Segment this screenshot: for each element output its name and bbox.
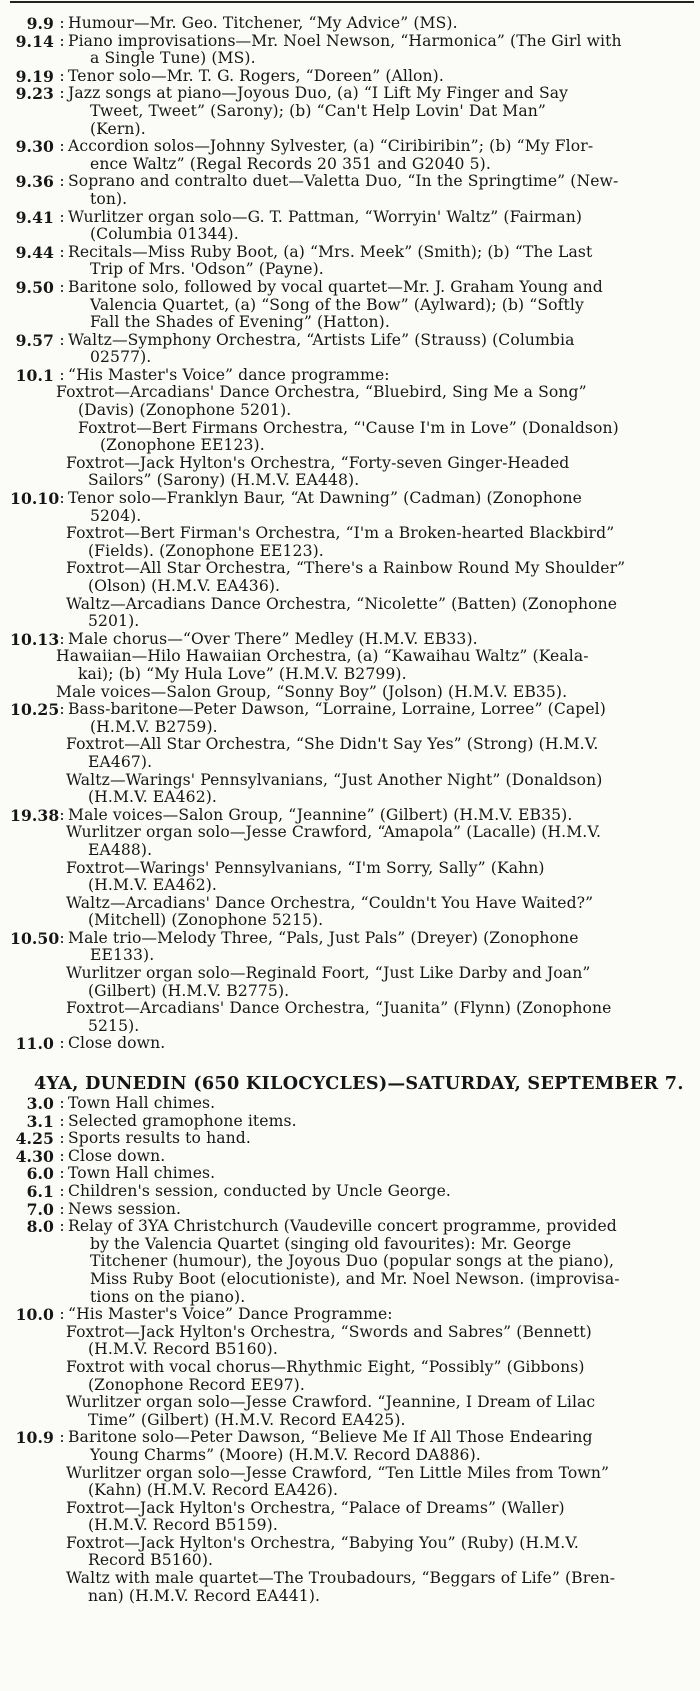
entry-text	[66, 824, 692, 859]
programme-entry	[66, 736, 692, 771]
time-separator: :	[59, 1199, 65, 1218]
entry-text	[68, 332, 692, 367]
entry-text	[66, 1535, 692, 1570]
entry-line: kai); (b) “My Hula Love” (H.M.V. B2799).	[78, 664, 407, 683]
entry-line: “His Master's Voice” Dance Programme:	[68, 1305, 393, 1324]
entry-line: Wurlitzer organ solo—Reginald Foort, “Just Like Darby and Joan”	[66, 964, 591, 983]
programme-entry	[10, 1035, 692, 1053]
entry-text	[68, 279, 692, 332]
entry-time: 7.0	[26, 1199, 54, 1219]
time-separator: :	[59, 1111, 65, 1130]
entry-line: (H.M.V. EA462).	[88, 876, 217, 895]
programme-entry	[66, 1394, 692, 1429]
entry-time: 9.23	[15, 84, 54, 104]
entry-text	[68, 244, 692, 279]
entry-time: 8.0	[26, 1217, 54, 1237]
programme-entry	[66, 525, 692, 560]
programme-entry	[66, 1570, 692, 1605]
entry-text	[66, 1570, 692, 1605]
entry-line: (Columbia 01344).	[90, 225, 239, 244]
entry-line: Children's session, conducted by Uncle George.	[68, 1182, 451, 1200]
entry-line: Record B5160).	[88, 1551, 214, 1570]
time-separator: :	[59, 277, 65, 296]
entry-line: Close down.	[68, 1146, 166, 1165]
entry-text	[68, 1218, 692, 1306]
entry-line: Foxtrot—Arcadians' Dance Orchestra, “Bluebird, Sing Me a Song”	[56, 383, 587, 402]
entry-text	[68, 807, 692, 825]
entry-line: Close down.	[68, 1034, 166, 1053]
entry-line: nan) (H.M.V. Record EA441).	[88, 1586, 321, 1605]
time-separator: :	[59, 928, 65, 947]
entry-text	[66, 1465, 692, 1500]
entry-line: (Zonophone Record EE97).	[88, 1375, 305, 1394]
entry-time: 4.30	[15, 1146, 54, 1166]
entry-text	[68, 1306, 692, 1324]
time-separator: :	[59, 1305, 65, 1324]
entry-time: 9.41	[15, 207, 54, 227]
programme-listing	[10, 15, 692, 1605]
entry-text	[68, 631, 692, 649]
programme-entry	[66, 1465, 692, 1500]
programme-entry	[10, 631, 692, 649]
entry-time: 9.50	[15, 277, 54, 297]
programme-entry	[10, 1429, 692, 1464]
entry-line: Foxtrot with vocal chorus—Rhythmic Eight, “Possibly” (Gibbons)	[66, 1357, 585, 1376]
entry-line: EA467).	[88, 752, 153, 771]
entry-line: Fall the Shades of Evening” (Hatton).	[90, 313, 390, 332]
time-separator: :	[59, 1034, 65, 1053]
entry-text	[66, 455, 692, 490]
entry-line: 5204).	[90, 506, 142, 525]
entry-line: Male voices—Salon Group, “Jeannine” (Gilbert) (H.M.V. EB35).	[68, 805, 573, 824]
entry-text	[66, 596, 692, 631]
entry-text	[66, 560, 692, 595]
entry-time: 11.0	[15, 1034, 54, 1054]
entry-line: Foxtrot—Bert Firman's Orchestra, “I'm a Broken-hearted Blackbird”	[66, 524, 615, 543]
entry-text	[68, 173, 692, 208]
entry-line: EA488).	[88, 840, 153, 859]
programme-entry	[10, 209, 692, 244]
entry-line: (Zonophone EE123).	[100, 436, 265, 455]
entry-time: 10.10	[10, 489, 60, 509]
time-separator: :	[59, 66, 65, 85]
programme-entry	[10, 1306, 692, 1324]
entry-time: 9.57	[15, 330, 54, 350]
entry-line: (H.M.V. EA462).	[88, 788, 217, 807]
programme-entry	[10, 1113, 692, 1131]
entry-line: Foxtrot—Jack Hylton's Orchestra, “Forty-seven Ginger-Headed	[66, 453, 570, 472]
programme-entry	[10, 1218, 692, 1306]
programme-entry	[56, 684, 692, 702]
time-separator: :	[59, 84, 65, 103]
entry-line: Wurlitzer organ solo—Jesse Crawford, “Ten Little Miles from Town”	[66, 1463, 610, 1482]
time-separator: :	[59, 172, 65, 191]
entry-text	[68, 209, 692, 244]
entry-time: 3.0	[26, 1094, 54, 1114]
entry-time: 10.50	[10, 928, 60, 948]
programme-entry	[78, 420, 692, 455]
entry-text	[68, 490, 692, 525]
time-separator: :	[59, 1164, 65, 1183]
entry-line: Waltz—Arcadians Dance Orchestra, “Nicolette” (Batten) (Zonophone	[66, 594, 618, 613]
station-heading: 4YA, DUNEDIN (650 KILOCYCLES)—SATURDAY, SEPTEMBER 7.	[34, 1073, 684, 1095]
entry-line: Foxtrot—Jack Hylton's Orchestra, “Swords and Sabres” (Bennett)	[66, 1322, 592, 1341]
entry-line: Foxtrot—Jack Hylton's Orchestra, “Palace of Dreams” (Waller)	[66, 1498, 565, 1517]
programme-entry	[10, 332, 692, 367]
entry-text	[56, 684, 692, 702]
programme-entry	[10, 1201, 692, 1219]
entry-time: 10.1	[15, 365, 54, 385]
programme-entry	[66, 860, 692, 895]
programme-entry	[56, 384, 692, 419]
entry-line: (Olson) (H.M.V. EA436).	[88, 577, 281, 595]
programme-entry	[66, 1324, 692, 1359]
entry-line: Time” (Gilbert) (H.M.V. Record EA425).	[88, 1410, 406, 1429]
programme-entry	[10, 244, 692, 279]
entry-line: (Fields). (Zonophone EE123).	[88, 541, 324, 560]
entry-line: Titchener (humour), the Joyous Duo (popular songs at the piano),	[90, 1252, 615, 1271]
entry-text	[78, 420, 692, 455]
entry-line: Valencia Quartet, (a) “Song of the Bow” (Aylward); (b) “Softly	[90, 295, 584, 314]
time-separator: :	[59, 805, 65, 824]
entry-text	[56, 384, 692, 419]
entry-text	[68, 701, 692, 736]
entry-line: ton).	[90, 189, 128, 208]
entry-line: Piano improvisations—Mr. Noel Newson, “Harmonica” (The Girl with	[68, 31, 622, 50]
entry-line: by the Valencia Quartet (singing old favourites): Mr. George	[90, 1234, 572, 1253]
entry-line: Foxtrot—Arcadians' Dance Orchestra, “Juanita” (Flynn) (Zonophone	[66, 999, 612, 1018]
time-separator: :	[59, 242, 65, 261]
entry-text	[68, 1165, 692, 1183]
entry-text	[56, 648, 692, 683]
time-separator: :	[59, 1146, 65, 1165]
programme-entry	[10, 490, 692, 525]
programme-entry	[66, 596, 692, 631]
entry-line: Trip of Mrs. 'Odson” (Payne).	[90, 260, 324, 279]
entry-line: (Kern).	[90, 119, 146, 138]
programme-entry	[10, 68, 692, 86]
entry-time: 10.9	[15, 1428, 54, 1448]
entry-time: 3.1	[26, 1111, 54, 1131]
entry-time: 6.1	[26, 1182, 54, 1201]
entry-line: Male chorus—“Over There” Medley (H.M.V. EB33).	[68, 629, 478, 648]
entry-text	[68, 138, 692, 173]
entry-time: 10.0	[15, 1305, 54, 1325]
entry-line: Foxtrot—Jack Hylton's Orchestra, “Babying You” (Ruby) (H.M.V.	[66, 1533, 579, 1552]
entry-line: Hawaiian—Hilo Hawaiian Orchestra, (a) “Kawaihau Waltz” (Keala-	[56, 647, 589, 666]
entry-text	[66, 1394, 692, 1429]
entry-time: 9.44	[15, 242, 54, 262]
entry-text	[66, 736, 692, 771]
entry-line: Waltz with male quartet—The Troubadours, “Beggars of Life” (Bren-	[66, 1569, 616, 1588]
time-separator: :	[59, 1094, 65, 1113]
entry-text	[66, 1324, 692, 1359]
time-separator: :	[59, 489, 65, 508]
entry-line: Baritone solo—Peter Dawson, “Believe Me If All Those Endearing	[68, 1428, 593, 1447]
entry-line: (H.M.V. Record B5160).	[88, 1340, 278, 1359]
programme-entry	[56, 648, 692, 683]
programme-entry	[10, 367, 692, 385]
entry-line: tions on the piano).	[90, 1287, 246, 1306]
entry-text	[68, 1201, 692, 1219]
entry-text	[68, 85, 692, 138]
entry-text	[68, 1113, 692, 1131]
entry-text	[66, 1500, 692, 1535]
programme-entry	[10, 807, 692, 825]
entry-line: EE133).	[90, 946, 155, 965]
entry-line: News session.	[68, 1199, 182, 1218]
programme-entry	[66, 1000, 692, 1035]
entry-line: Male voices—Salon Group, “Sonny Boy” (Jolson) (H.M.V. EB35).	[56, 682, 568, 701]
programme-entry	[10, 33, 692, 68]
programme-entry	[10, 701, 692, 736]
section-gap	[10, 1053, 692, 1073]
entry-line: Sailors” (Sarony) (H.M.V. EA448).	[88, 471, 360, 490]
entry-time: 10.25	[10, 700, 60, 720]
programme-entry	[10, 279, 692, 332]
entry-text	[66, 895, 692, 930]
entry-time: 4.25	[15, 1129, 54, 1149]
programme-entry	[10, 1148, 692, 1166]
entry-line: Miss Ruby Boot (elocutioniste), and Mr. Noel Newson. (improvisa-	[90, 1269, 620, 1288]
entry-line: 5201).	[88, 612, 140, 631]
time-separator: :	[59, 137, 65, 156]
programme-entry	[10, 85, 692, 138]
time-separator: :	[59, 14, 65, 32]
programme-entry	[10, 930, 692, 965]
entry-text	[68, 1148, 692, 1166]
programme-entry	[66, 560, 692, 595]
entry-time: 19.38	[10, 805, 60, 825]
entry-line: Male trio—Melody Three, “Pals, Just Pals” (Dreyer) (Zonophone	[68, 928, 579, 947]
entry-text	[66, 1359, 692, 1394]
programme-entry	[66, 895, 692, 930]
entry-line: Town Hall chimes.	[68, 1094, 216, 1113]
time-separator: :	[59, 31, 65, 50]
programme-entry	[66, 1535, 692, 1570]
entry-line: Wurlitzer organ solo—Jesse Crawford. “Jeannine, I Dream of Lilac	[66, 1393, 596, 1412]
entry-line: Tweet, Tweet” (Sarony); (b) “Can't Help Lovin' Dat Man”	[90, 101, 546, 120]
entry-text	[68, 1130, 692, 1148]
entry-text	[66, 525, 692, 560]
entry-time: 9.30	[15, 137, 54, 157]
entry-line: (Mitchell) (Zonophone 5215).	[88, 911, 324, 930]
entry-line: Soprano and contralto duet—Valetta Duo, “In the Springtime” (New-	[68, 172, 619, 191]
entry-line: (H.M.V. Record B5159).	[88, 1516, 278, 1535]
time-separator: :	[59, 1182, 65, 1200]
entry-line: Bass-baritone—Peter Dawson, “Lorraine, Lorraine, Lorree” (Capel)	[68, 700, 606, 719]
programme-entry	[66, 455, 692, 490]
programme-entry	[66, 824, 692, 859]
programme-entry	[10, 15, 692, 33]
time-separator: :	[59, 207, 65, 226]
programme-entry	[10, 1183, 692, 1201]
entry-time: 9.19	[15, 66, 54, 86]
entry-line: Wurlitzer organ solo—G. T. Pattman, “Worryin' Waltz” (Fairman)	[68, 207, 583, 226]
entry-line: Waltz—Symphony Orchestra, “Artists Life” (Strauss) (Columbia	[68, 330, 575, 349]
entry-line: (H.M.V. B2759).	[90, 717, 218, 736]
entry-line: Baritone solo, followed by vocal quartet—Mr. J. Graham Young and	[68, 277, 603, 296]
entry-time: 9.36	[15, 172, 54, 192]
time-separator: :	[59, 629, 65, 648]
entry-line: Foxtrot—All Star Orchestra, “She Didn't Say Yes” (Strong) (H.M.V.	[66, 735, 599, 754]
entry-time: 10.13	[10, 629, 60, 649]
entry-time: 6.0	[26, 1164, 54, 1184]
entry-line: (Gilbert) (H.M.V. B2775).	[88, 981, 290, 1000]
entry-text	[66, 965, 692, 1000]
entry-text	[68, 1095, 692, 1113]
entry-line: Tenor solo—Mr. T. G. Rogers, “Doreen” (Allon).	[68, 66, 444, 85]
entry-time: 9.9	[26, 14, 54, 33]
time-separator: :	[59, 1217, 65, 1236]
entry-line: Town Hall chimes.	[68, 1164, 216, 1183]
entry-line: Young Charms” (Moore) (H.M.V. Record DA886).	[90, 1445, 481, 1464]
entry-line: (Kahn) (H.M.V. Record EA426).	[88, 1481, 339, 1500]
entry-line: Jazz songs at piano—Joyous Duo, (a) “I Lift My Finger and Say	[68, 84, 569, 103]
programme-entry	[10, 173, 692, 208]
entry-line: Wurlitzer organ solo—Jesse Crawford, “Amapola” (Lacalle) (H.M.V.	[66, 823, 602, 842]
entry-line: Relay of 3YA Christchurch (Vaudeville concert programme, provided	[68, 1217, 617, 1236]
entry-time: 9.14	[15, 31, 54, 51]
programme-entry	[66, 965, 692, 1000]
entry-line: Foxtrot—All Star Orchestra, “There's a Rainbow Round My Shoulder”	[66, 559, 626, 578]
entry-line: Sports results to hand.	[68, 1129, 251, 1148]
time-separator: :	[59, 1129, 65, 1148]
programme-entry	[66, 772, 692, 807]
programme-entry	[10, 1130, 692, 1148]
programme-entry	[10, 1095, 692, 1113]
time-separator: :	[59, 700, 65, 719]
entry-text	[68, 930, 692, 965]
entry-line: (Davis) (Zonophone 5201).	[78, 401, 292, 420]
time-separator: :	[59, 365, 65, 384]
top-rule	[10, 1, 694, 3]
programme-entry	[66, 1359, 692, 1394]
entry-line: 5215).	[88, 1016, 140, 1035]
entry-line: Accordion solos—Johnny Sylvester, (a) “Ciribiribin”; (b) “My Flor-	[68, 137, 594, 156]
entry-line: a Single Tune) (MS).	[90, 49, 256, 68]
entry-line: Humour—Mr. Geo. Titchener, “My Advice” (MS).	[68, 14, 458, 32]
entry-text	[68, 33, 692, 68]
programme-entry	[10, 1165, 692, 1183]
entry-text	[68, 367, 692, 385]
entry-line: Recitals—Miss Ruby Boot, (a) “Mrs. Meek” (Smith); (b) “The Last	[68, 242, 593, 261]
entry-text	[68, 68, 692, 86]
entry-line: ence Waltz” (Regal Records 20 351 and G2040 5).	[90, 154, 491, 173]
entry-line: Waltz—Arcadians' Dance Orchestra, “Couldn't You Have Waited?”	[66, 893, 594, 912]
entry-line: Waltz—Warings' Pennsylvanians, “Just Another Night” (Donaldson)	[66, 770, 603, 789]
entry-line: Foxtrot—Bert Firmans Orchestra, “'Cause I'm in Love” (Donaldson)	[78, 418, 619, 437]
entry-text	[66, 772, 692, 807]
entry-text	[68, 1429, 692, 1464]
entry-text	[66, 1000, 692, 1035]
entry-line: Tenor solo—Franklyn Baur, “At Dawning” (Cadman) (Zonophone	[68, 489, 582, 508]
time-separator: :	[59, 1428, 65, 1447]
entry-line: Selected gramophone items.	[68, 1111, 297, 1130]
entry-text	[68, 1035, 692, 1053]
time-separator: :	[59, 330, 65, 349]
entry-line: “His Master's Voice” dance programme:	[68, 365, 390, 384]
entry-line: Foxtrot—Warings' Pennsylvanians, “I'm Sorry, Sally” (Kahn)	[66, 858, 545, 877]
entry-line: 02577).	[90, 348, 152, 367]
entry-text	[66, 860, 692, 895]
programme-entry	[10, 138, 692, 173]
programme-entry	[66, 1500, 692, 1535]
entry-text	[68, 1183, 692, 1201]
entry-text	[68, 15, 692, 33]
